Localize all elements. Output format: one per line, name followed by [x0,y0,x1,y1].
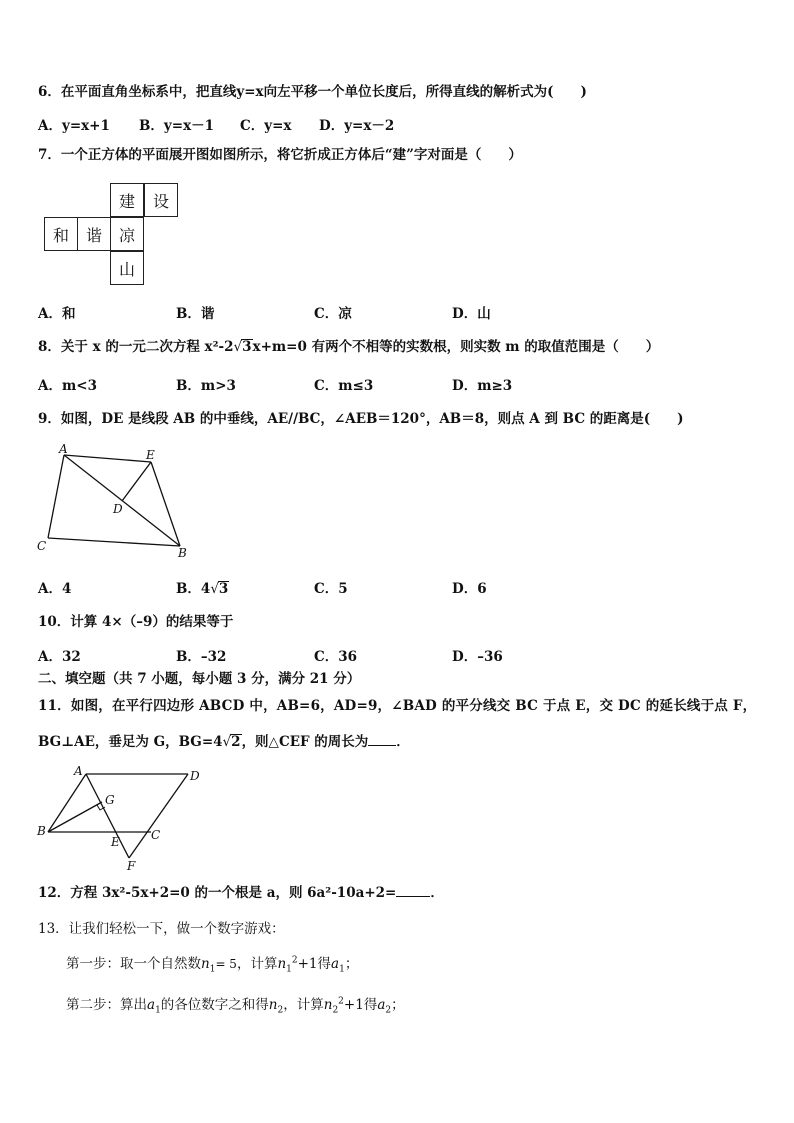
q6-option-d[interactable]: D．y=x－2 [319,118,395,134]
q13-step2-n-sub: 2 [277,1005,284,1016]
q9-option-b-radicand: 3 [218,581,229,597]
q10-option-b[interactable]: B．–32 [176,649,227,665]
q9-seg-AE [64,455,151,462]
q9-seg-EB [151,462,180,546]
q11-seg-AB [48,774,86,832]
q9-option-b-label: B．4 [176,581,211,597]
q13-step1-expr-sub: 1 [286,964,292,975]
q13-step2-n: n [268,997,278,1013]
q11-label-c: C [151,828,161,842]
q12-stem-pre: 12．方程 3x²-5x+2=0 的一个根是 a，则 6a²-10a+2= [38,885,397,901]
q8-stem: 8．关于 x 的一元二次方程 x²-2√3x+m=0 有两个不相等的实数根，则实数 m 的取值范围是（ ） [38,339,660,355]
q9-seg-AC [48,455,64,538]
q11-line2-post: ，则△CEF 的周长为 [241,734,369,750]
q9-label-e: E [146,448,155,462]
q9-option-d[interactable]: D．6 [452,581,487,597]
q13-step2-get: 得 [363,997,378,1013]
q12-stem [38,884,444,902]
q11-line2: BG⊥AE，垂足为 G，BG=4√2，则△CEF 的周长为 ． [38,734,410,750]
q11-figure [34,762,214,874]
q7-option-c[interactable]: C．凉 [314,306,352,322]
q6-option-b[interactable]: B．y=x－1 [139,118,215,134]
q9-label-d: D [113,502,123,516]
q6-option-a[interactable]: A．y=x+1 [38,118,110,134]
q11-radicand: 2 [231,734,241,750]
q10-stem: 10．计算 4×（–9）的结果等于 [38,614,234,630]
net-cell-jian: 建 [110,183,144,217]
net-cell-shan: 山 [110,251,144,285]
q9-seg-CB [48,538,180,546]
q11-label-f: F [127,859,136,873]
q13-step2-expr-sub: 2 [332,1005,339,1016]
q11-answer-blank[interactable] [368,733,396,746]
q13-step1-eq: = 5 [215,957,237,971]
q13-step2-res-sub: 2 [385,1005,392,1016]
q10-option-d[interactable]: D．–36 [452,649,503,665]
q13-step2-res-a: a [377,997,386,1013]
q11-seg-AF [86,774,129,858]
q8-stem-pre: 8．关于 x 的一元二次方程 x²-2 [38,339,234,355]
q11-seg-BG [48,802,102,832]
q13-step1-pre: 第一步：取一个自然数 [66,956,201,972]
q9-label-b: B [178,546,187,560]
q11-label-b: B [37,824,46,838]
q13-step1-a: a [331,956,340,972]
q13-step2-a: a [147,997,156,1013]
q9-option-c[interactable]: C．5 [314,581,348,597]
q13-step1-expr-rest: +1 [297,956,318,972]
q11-seg-DF [129,774,188,858]
q8-option-a[interactable]: A．m<3 [38,378,97,394]
q13-step2-expr-sup: 2 [338,996,344,1007]
q10-option-c[interactable]: C．36 [314,649,358,665]
q8-stem-post: x+m=0 有两个不相等的实数根，则实数 m 的取值范围是（ ） [252,339,660,355]
q13-step1 [66,955,358,973]
q8-option-c[interactable]: C．m≤3 [314,378,374,394]
q13-step1-get: 得 [317,956,332,972]
q11-label-d: D [190,769,200,783]
q13-step2-mid: 的各位数字之和得 [160,997,269,1013]
q7-option-a[interactable]: A．和 [38,306,76,322]
q9-seg-ED [122,462,151,501]
q13-step1-a-sub: 1 [339,964,345,975]
q11-label-g: G [105,793,115,807]
q13-step1-expr-sup: 2 [291,955,298,966]
q9-label-c: C [37,539,47,553]
q6-option-c[interactable]: C．y=x [240,118,292,134]
q11-label-e: E [111,835,120,849]
q13-step1-n-sub: 1 [209,964,216,975]
q8-radicand: 3 [242,339,252,355]
q13-step1-n: n [201,956,210,972]
q12-stem-end: ． [430,885,444,901]
net-cell-liang: 凉 [110,217,144,251]
q13-step2-mid2: ，计算 [283,997,324,1013]
section-2-heading: 二、填空题（共 7 小题，每小题 3 分，满分 21 分） [38,671,361,687]
q13-step2-expr-rest: +1 [343,997,364,1013]
q9-label-a: A [59,442,68,456]
q13-step2-a-sub: 1 [155,1005,161,1016]
net-cell-xie: 谐 [77,217,111,251]
q13-step1-expr-n: n [277,956,287,972]
q7-stem: 7．一个正方体的平面展开图如图所示，将它折成正方体后“建”字对面是（ ） [38,147,522,163]
q11-label-a: A [74,764,83,778]
q8-option-d[interactable]: D．m≥3 [452,378,513,394]
q6-stem: 6．在平面直角坐标系中，把直线y=x向左平移一个单位长度后，所得直线的解析式为( ) [38,84,587,100]
q13-stem: 13．让我们轻松一下，做一个数字游戏： [38,921,285,937]
q13-step1-mid: ，计算 [236,956,278,972]
q13-step2-expr-n: n [323,997,333,1013]
q9-stem: 9．如图，DE 是线段 AB 的中垂线，AE//BC，∠AEB＝120°，AB＝8，则点 A 到 BC 的距离是( ) [38,411,684,427]
q9-figure [34,440,204,562]
q11-line2-pre: BG⊥AE，垂足为 G，BG=4 [38,734,223,750]
q13-step2-pre: 第二步：算出 [66,997,147,1013]
cube-net-figure [44,183,180,285]
q9-option-b[interactable]: B．4√3 [176,581,229,597]
q7-option-b[interactable]: B．谐 [176,306,215,322]
q12-answer-blank[interactable] [396,884,430,897]
q10-option-a[interactable]: A．32 [38,649,81,665]
q13-step1-end: ； [344,956,359,972]
q7-option-d[interactable]: D．山 [452,306,491,322]
net-cell-he: 和 [44,217,78,251]
q9-option-a[interactable]: A．4 [38,581,72,597]
q13-step2-end: ； [391,997,405,1013]
q13-step2 [66,996,405,1014]
net-cell-she: 设 [144,183,178,217]
q11-line1: 11．如图，在平行四边形 ABCD 中，AB=6，AD=9，∠BAD 的平分线交 BC 于点 E，交 DC 的延长线于点 F， [38,698,757,714]
q8-option-b[interactable]: B．m>3 [176,378,236,394]
q11-line2-end: ． [396,734,410,750]
